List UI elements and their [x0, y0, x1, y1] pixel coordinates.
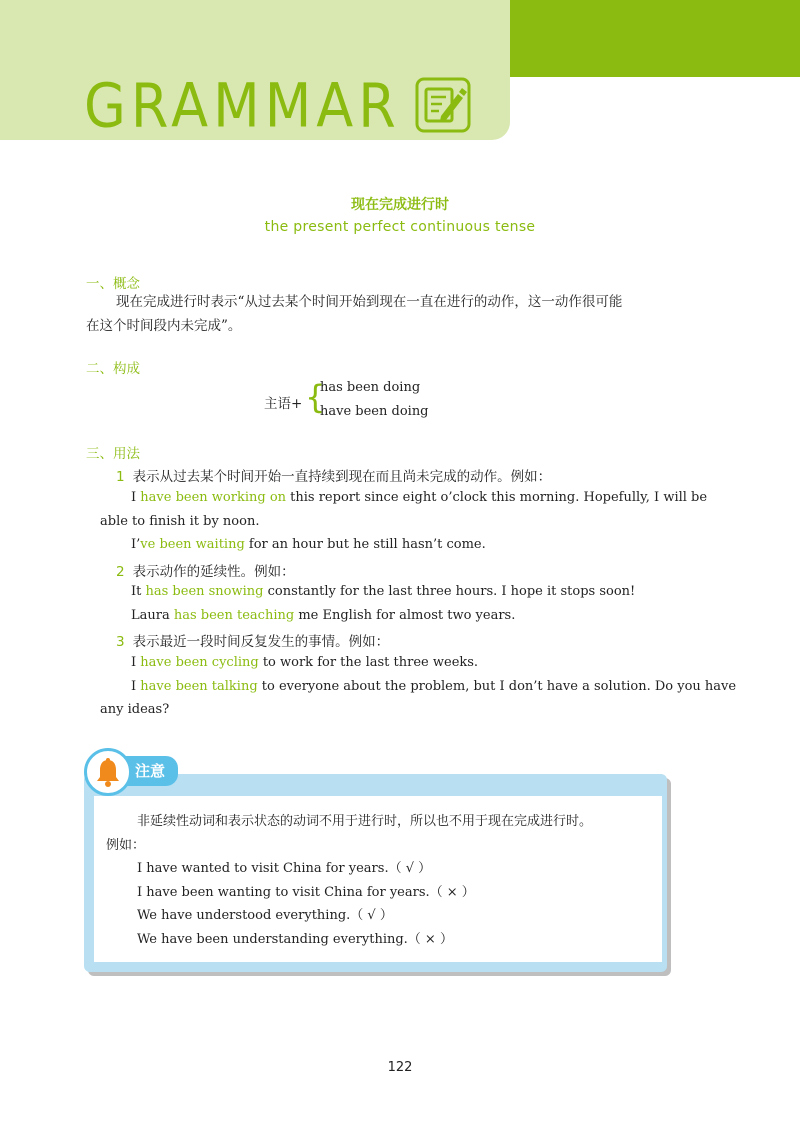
example-sentence: any ideas? — [100, 702, 170, 717]
note-example: I have wanted to visit China for years.（ √ ） — [137, 861, 432, 876]
rule-text: 表示最近一段时间反复发生的事情。例如： — [132, 634, 390, 650]
topic-title-cn: 现在完成进行时 — [351, 197, 449, 213]
page-number: 122 — [387, 1060, 413, 1075]
rule-number: 1 — [116, 469, 125, 485]
example-sentence: I’ve been waiting for an hour but he still hasn’t come. — [131, 537, 486, 552]
example-sentence: Laura has been teaching me English for almost two years. — [131, 608, 516, 623]
note-text-line1: 非延续性动词和表示状态的动词不用于进行时，所以也不用于现在完成进行时。 — [137, 814, 593, 829]
example-sentence: It has been snowing constantly for the last three hours. I hope it stops soon! — [131, 584, 636, 599]
usage-rule-3 — [116, 630, 389, 650]
note-label: 注意 — [122, 756, 178, 786]
rule-number: 3 — [116, 634, 125, 650]
example-sentence: I have been cycling to work for the last three weeks. — [131, 655, 479, 670]
formula-brace: { — [305, 378, 326, 416]
rule-text: 表示从过去某个时间开始一直持续到现在而且尚未完成的动作。例如： — [132, 469, 552, 485]
note-edit-icon — [414, 76, 472, 134]
usage-rule-1 — [116, 465, 551, 485]
note-example: We have understood everything.（ √ ） — [137, 908, 393, 923]
section-heading-structure: 二、构成 — [86, 361, 140, 377]
note-text-line2: 例如： — [106, 838, 146, 853]
example-sentence: able to finish it by noon. — [100, 514, 260, 529]
formula-subject: 主语+ — [264, 396, 303, 412]
section-heading-usage: 三、用法 — [86, 446, 140, 462]
concept-text-line2: 在这个时间段内未完成”。 — [86, 318, 242, 334]
bell-icon — [92, 756, 124, 788]
concept-text-line1: 现在完成进行时表示“从过去某个时间开始到现在一直在进行的动作，这一动作很可能 — [116, 294, 623, 310]
header-accent-bar — [510, 0, 800, 77]
example-sentence: I have been talking to everyone about the problem, but I don’t have a solution. Do you have — [131, 679, 737, 694]
page-title: GRAMMAR — [84, 70, 401, 141]
topic-title-en: the present perfect continuous tense — [264, 219, 536, 235]
note-example: I have been wanting to visit China for years.（ × ） — [137, 885, 475, 900]
rule-number: 2 — [116, 564, 125, 580]
usage-rule-2 — [116, 560, 295, 580]
section-heading-concept: 一、概念 — [86, 276, 140, 292]
example-sentence: I have been working on this report since eight o’clock this morning. Hopefully, I will be — [131, 490, 708, 505]
note-example: We have been understanding everything.（ × ） — [137, 932, 453, 947]
formula-option-have: have been doing — [320, 404, 429, 419]
rule-text: 表示动作的延续性。例如： — [132, 564, 295, 580]
formula-option-has: has been doing — [320, 380, 421, 395]
